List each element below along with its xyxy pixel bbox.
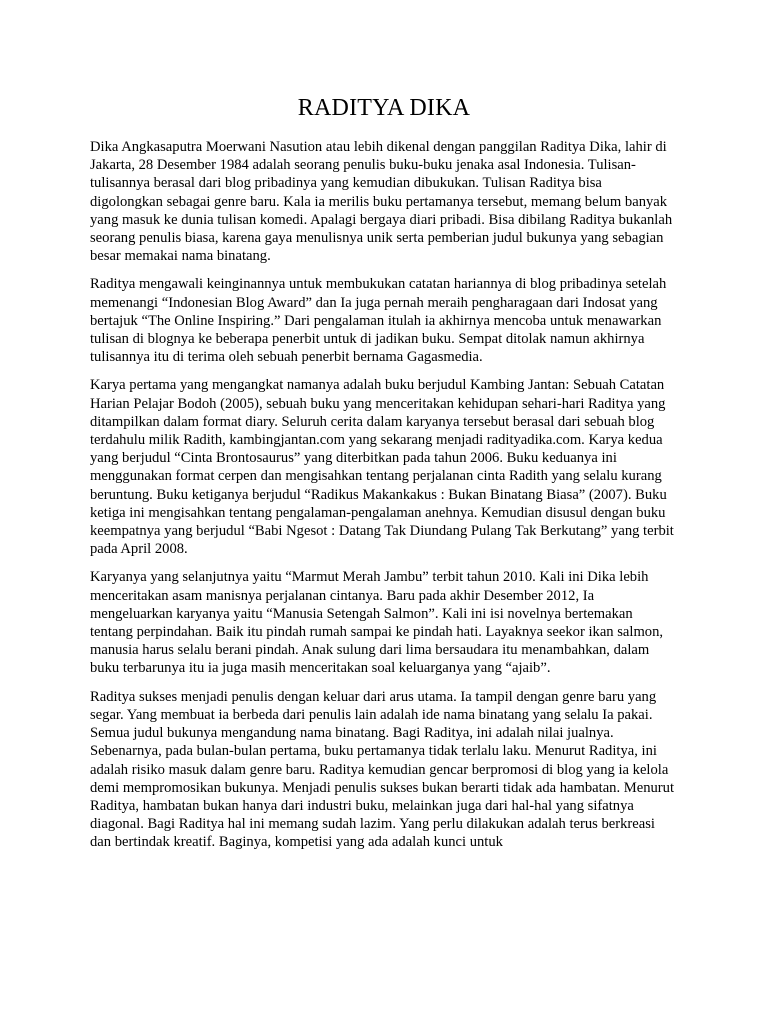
paragraph-1: Dika Angkasaputra Moerwani Nasution atau lebih dikenal dengan panggilan Raditya Dika, lahir di Jakarta, 28 Desember 1984 adalah seorang penulis buku-buku jenaka asal Indonesia. Tulisan-tulisannya berasal dari blog pribadinya yang kemudian dibukukan. Tulisan Raditya bisa digolongkan sebagai genre baru. Kala ia merilis buku pertamanya tersebut, memang belum banyak yang masuk ke dunia tulisan komedi. Apalagi bergaya diari pribadi. Bisa dibilang Raditya bukanlah seorang penulis biasa, karena gaya menulisnya unik serta pemberian judul bukunya yang sebagian besar memakai nama binatang. (90, 139, 673, 265)
paragraph-5: Raditya sukses menjadi penulis dengan keluar dari arus utama. Ia tampil dengan genre baru yang segar. Yang membuat ia berbeda dari penulis lain adalah ide nama binatang yang selalu Ia pakai. Semua judul bukunya mengandung nama binatang. Bagi Raditya, ini adalah nilai jualnya. Sebenarnya, pada bulan-bulan pertama, buku pertamanya tidak terlalu laku. Menurut Raditya, ini adalah risiko masuk dalam genre baru. Raditya kemudian gencar berpromosi di blog yang ia kelola demi mempromosikan bukunya. Menjadi penulis sukses bukan berarti tidak ada hambatan. Menurut Raditya, hambatan bukan hanya dari industri buku, melainkan juga dari hal-hal yang sifatnya diagonal. Bagi Raditya hal ini memang sudah lazim. Yang perlu dilakukan adalah terus berkreasi dan bertindak kreatif. Baginya, kompetisi yang ada adalah kunci untuk (90, 688, 675, 851)
page-title: RADITYA DIKA (297, 95, 471, 121)
paragraph-2: Raditya mengawali keinginannya untuk membukukan catatan hariannya di blog pribadinya setelah memenangi “Indonesian Blog Award” dan Ia juga pernah meraih pengharagaan dari Indosat yang bertajuk “The Online Inspiring.” Dari pengalaman itulah ia akhirnya mencoba untuk menawarkan tulisan di blognya ke beberapa penerbit untuk di jadikan buku. Sempat ditolak namun akhirnya tulisannya itu di terima oleh sebuah penerbit bernama Gagasmedia. (90, 276, 667, 366)
paragraph-4: Karyanya yang selanjutnya yaitu “Marmut Merah Jambu” terbit tahun 2010. Kali ini Dika lebih menceritakan asam manisnya perjalanan cintanya. Baru pada akhir Desember 2012, Ia mengeluarkan karyanya yaitu “Manusia Setengah Salmon”. Kali ini isi novelnya bertemakan tentang perpindahan. Baik itu pindah rumah sampai ke pindah hati. Layaknya seekor ikan salmon, manusia harus selalu berani pindah. Anak sulung dari lima bersaudara itu menambahkan, dalam buku terbarunya itu ia juga masih menceritakan soal keluarganya yang “ajaib”. (90, 569, 664, 677)
document-page (90, 90, 678, 862)
paragraph-3: Karya pertama yang mengangkat namanya adalah buku berjudul Kambing Jantan: Sebuah Catatan Harian Pelajar Bodoh (2005), sebuah buku yang menceritakan kehidupan sehari-hari Raditya yang ditampilkan dalam format diary. Seluruh cerita dalam karyanya tersebut berasal dari sebuah blog terdahulu milik Radith, kambingjantan.com yang sekarang menjadi radityadika.com. Karya kedua yang berjudul “Cinta Brontosaurus” yang diterbitkan pada tahun 2006. Buku keduanya ini menggunakan format cerpen dan mengisahkan tentang perjalanan cinta Radith yang selalu kurang beruntung. Buku ketiganya berjudul “Radikus Makankakus : Bukan Binatang Biasa” (2007). Buku ketiga ini mengisahkan tentang pengalaman-pengalaman anehnya. Kemudian disusul dengan buku keempatnya yang berjudul “Babi Ngesot : Datang Tak Diundang Pulang Tak Berkutang” yang terbit pada April 2008. (90, 377, 674, 558)
